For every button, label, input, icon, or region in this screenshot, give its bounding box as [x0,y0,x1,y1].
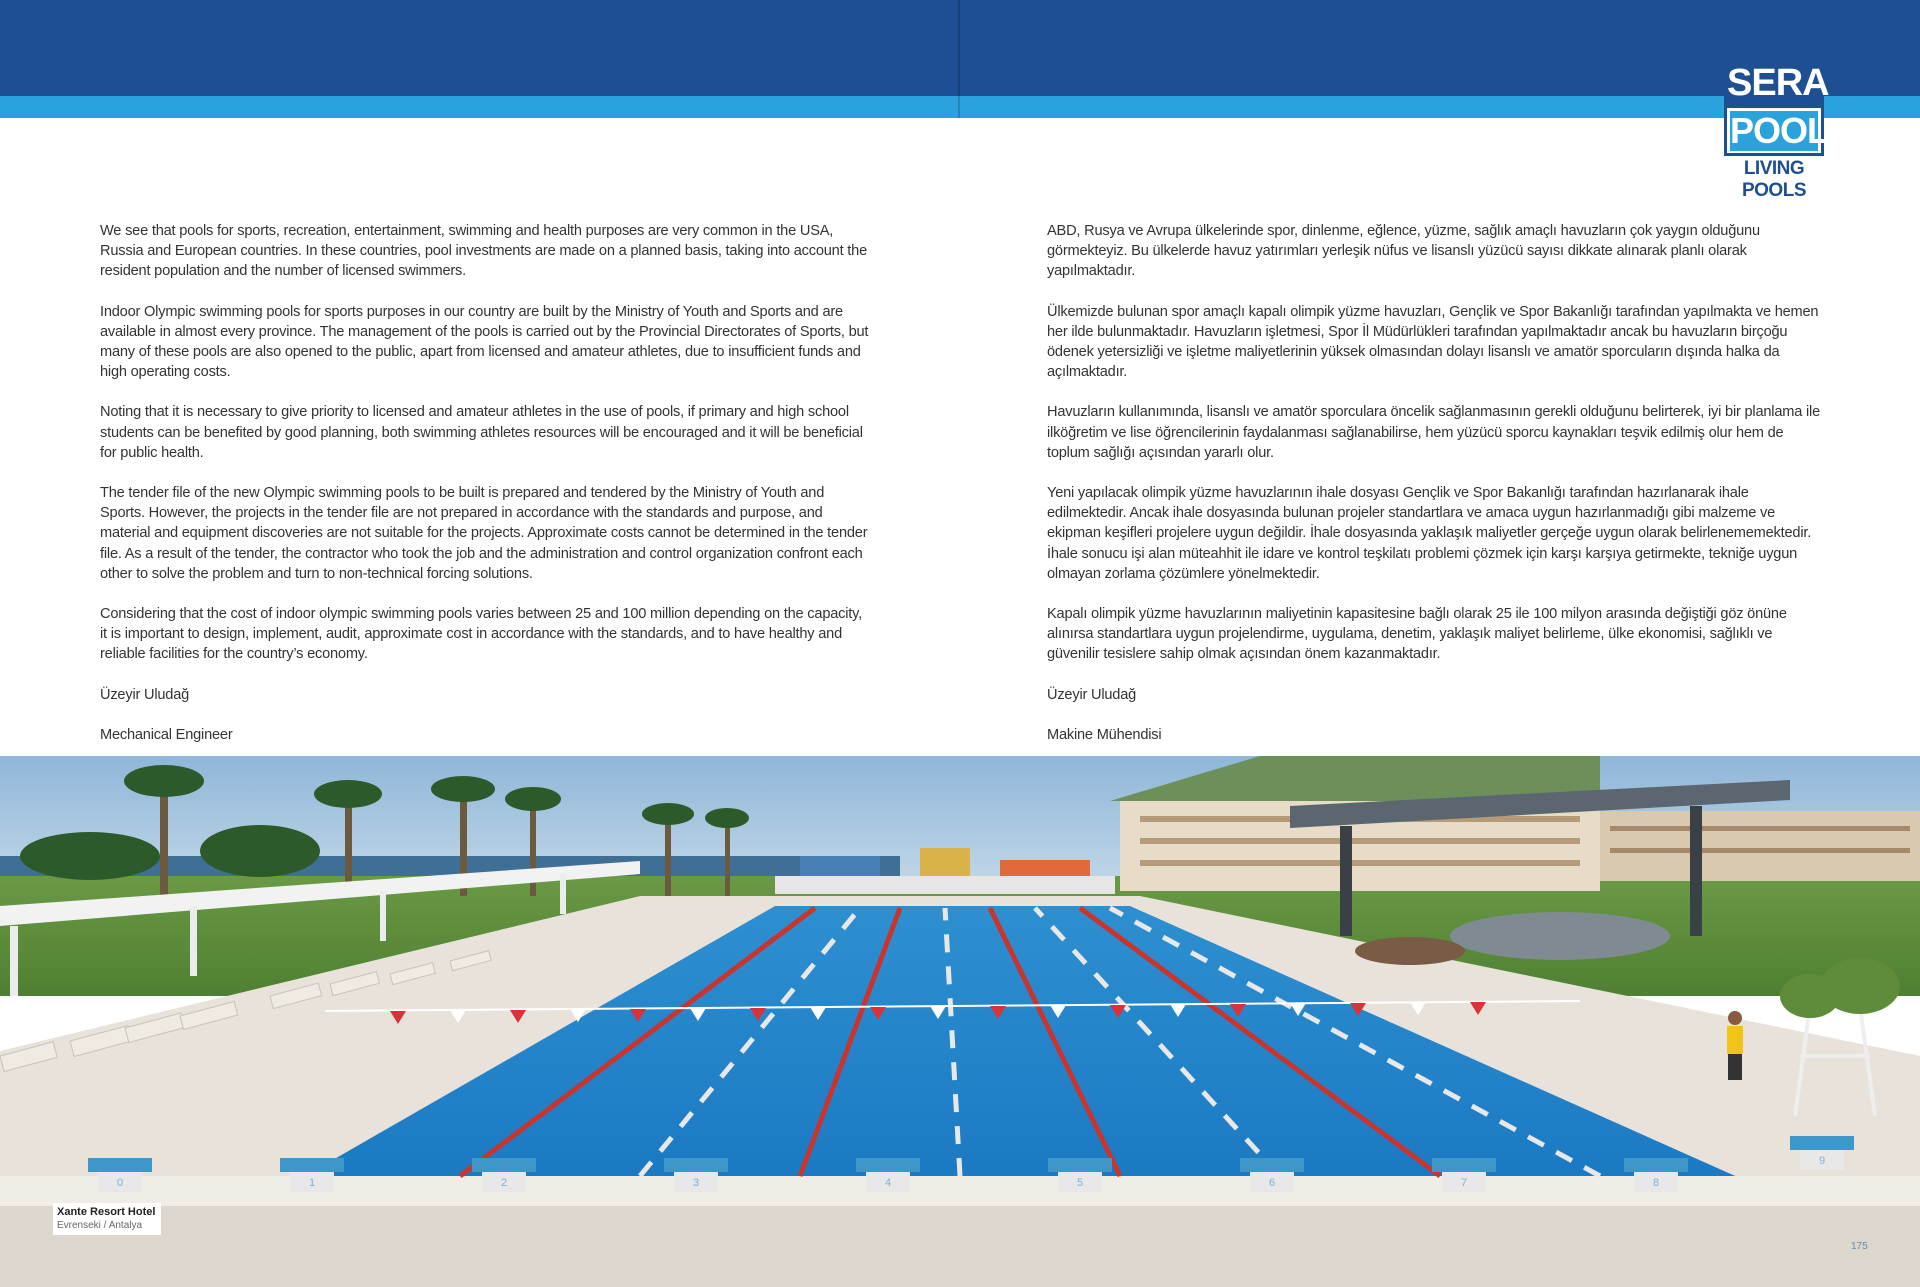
logo-box [1724,56,1829,156]
article-paragraph: Noting that it is necessary to give priority to licensed and amateur athletes in the use of pools, if primary and high school students can be benefited by good planning, both swimming athletes resources will be encouraged and it will be beneficial for public health. [100,404,863,461]
article-paragraph: Kapalı olimpik yüzme havuzlarının maliyetinin kapasitesine bağlı olarak 25 ile 100 milyon arasında değiştiği göz önüne alınırsa standartlara uygun projelendirme, uygulama, denetim, yaklaşık maliyet belirleme, ülke ekonomisi, sağlıklı ve güvenilir tesislere sahip olmak açısından önem kazanmaktadır. [1047,606,1787,663]
block-number: 7 [1460,1177,1468,1189]
article-paragraph: Indoor Olympic swimming pools for sports purposes in our country are built by the Ministry of Youth and Sports and are available in almost every province. The management of the pools is carried out by the Provincial Directorates of Sports, but many of these pools are also opened to the public, apart from licensed and amateur athletes, due to insufficient funds and high operating costs. [100,303,869,381]
near-deck [0,1206,1920,1287]
block-number: 2 [500,1177,508,1189]
caption-location: Evrenseki / Antalya [57,1220,143,1231]
author-name: Üzeyir Uludağ [100,686,190,703]
article-paragraph: ABD, Rusya ve Avrupa ülkelerinde spor, dinlenme, eğlence, yüzme, sağlık amaçlı havuzların çok yaygın olduğunu görmekteyiz. Bu ülkelerde havuz yatırımları yerleşik nüfus ve lisanslı yüzücü sayısı dikkate alınarak planlı olarak yapılmaktadır. [1047,223,1760,280]
author-title: Makine Mühendisi [1047,726,1162,743]
logo-sera-text: SERA [1727,59,1821,108]
block-number: 4 [884,1177,892,1189]
author-title: Mechanical Engineer [100,726,233,743]
caption-title: Xante Resort Hotel [57,1206,156,1218]
page-spine [958,0,960,118]
olympic-pool-photo [0,756,1920,1287]
block-number: 6 [1268,1177,1276,1189]
english-article [100,221,870,765]
logo-pool-text: POOL [1730,110,1829,151]
logo-tagline: LIVING POOLS [1741,158,1806,201]
article-paragraph: The tender file of the new Olympic swimming pools to be built is prepared and tendered by the Ministry of Youth and Sports. However, the projects in the tender file are not prepared in accordance with the standards and purpose, and material and equipment discoveries are not suitable for the projects. Approximate costs cannot be determined in the tender file. As a result of the tender, the contractor who took the job and the administration and control organization confront each other to solve the problem and turn to non-technical forcing solutions. [100,485,868,582]
block-number: 9 [1818,1155,1826,1167]
person-walking [1727,1011,1743,1080]
article-paragraph: Ülkemizde bulunan spor amaçlı kapalı olimpik yüzme havuzları, Gençlik ve Spor Bakanlığı tarafından yapılmakta ve hemen her ilde bulunmaktadır. Havuzların işletmesi, Spor İl Müdürlükleri tarafından yapılmaktadır ancak bu havuzların birçoğu ödenek yetersizliği ve işletme maliyetlerinin yüksek olmasından dolayı lisanslı ve amatör sporcuların dışında halka da açılmaktadır. [1047,303,1819,381]
header-band [0,0,1920,96]
block-number: 0 [116,1177,124,1189]
block-number: 5 [1076,1177,1084,1189]
article-paragraph: Yeni yapılacak olimpik yüzme havuzlarının ihale dosyası Gençlik ve Spor Bakanlığı tarafından hazırlanarak ihale edilmektedir. Ancak ihale dosyasında bulunan projeler standartlara ve amaca uygun hazırlanmadığı gibi malzeme ve ekipman keşifleri projelere uygun değildir. İhale dosyasında yaklaşık maliyetler gerçeğe uygun olarak belirlenememektedir. İhale sonucu işi alan müteahhit ile idare ve kontrol teşkilatı problemi çözmek için karşı karşıya getirmekte, tekniğe uygun olmayan zorlama çözümlere yönelmektedir. [1047,485,1812,582]
article-paragraph: We see that pools for sports, recreation, entertainment, swimming and health purposes are very common in the USA, Russia and European countries. In these countries, pool investments are made on a planned basis, taking into account the resident population and the number of licensed swimmers. [100,223,867,280]
photo-caption [53,1203,161,1235]
pool-illustration [0,756,1920,1287]
article-paragraph: Considering that the cost of indoor olympic swimming pools varies between 25 and 100 million depending on the capacity, it is important to design, implement, audit, approximate cost in accordance with the standards, and to have healthy and reliable facilities for the country’s economy. [100,606,863,663]
article-paragraph: Havuzların kullanımında, lisanslı ve amatör sporculara öncelik sağlanmasının gerekli olduğunu belirterek, iyi bir planlama ile ilköğretim ve lise öğrencilerinin faydalanması sağlanabilirse, hem yüzücü sporcu kaynakları teşvik edilmiş olur hem de toplum sağlığı açısından yararlı olur. [1047,404,1820,461]
block-number: 3 [692,1177,700,1189]
page-number: 175 [1851,1241,1868,1252]
block-number: 8 [1652,1177,1660,1189]
sera-pool-logo [1724,56,1829,201]
pool-coping [0,1176,1920,1206]
block-number: 1 [308,1177,316,1189]
author-name: Üzeyir Uludağ [1047,686,1137,703]
turkish-article [1047,221,1827,765]
header-stripe [0,96,1920,118]
